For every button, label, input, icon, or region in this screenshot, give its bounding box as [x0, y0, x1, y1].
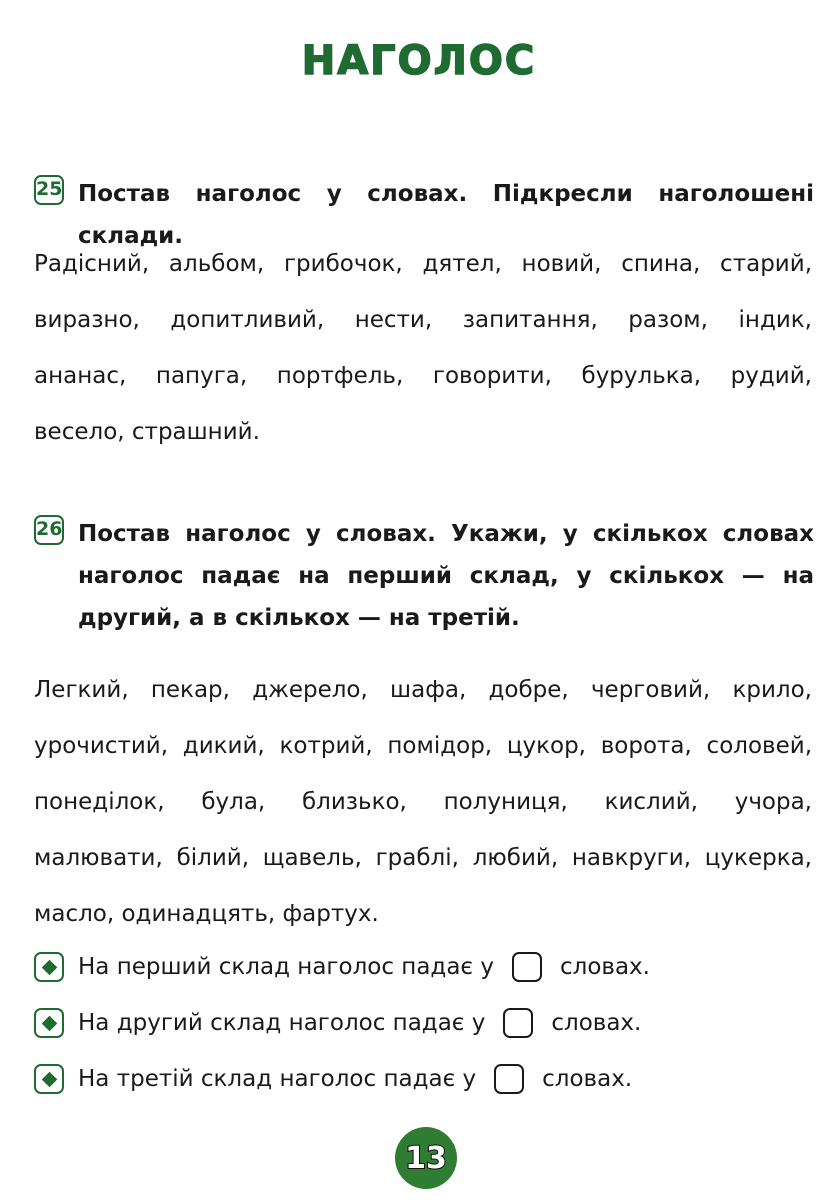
answer-input-box[interactable]: [494, 1064, 524, 1094]
instruction-line: другий, а в скількох — на третій.: [78, 605, 520, 631]
word-line: виразно, допитливий, нести, запитання, разом, індик,: [34, 307, 812, 333]
page-title: НАГОЛОС: [301, 38, 537, 84]
task-26-instruction: [78, 513, 814, 639]
diamond-bullet-icon: [34, 1008, 64, 1038]
word-line: масло, одинадцять, фартух.: [34, 901, 379, 927]
word-line: ананас, папуга, портфель, говорити, бурулька, рудий,: [34, 363, 812, 389]
instruction-line: наголос падає на перший склад, у скількох — на: [78, 563, 814, 589]
answer-prefix: На другий склад наголос падає у: [78, 1010, 486, 1036]
diamond-bullet-icon: [34, 952, 64, 982]
word-line: весело, страшний.: [34, 419, 260, 445]
instruction-line: Постав наголос у словах. Укажи, у скількох словах: [78, 521, 814, 547]
answer-suffix: словах.: [551, 1010, 642, 1036]
word-line: Легкий, пекар, джерело, шафа, добре, черговий, крило,: [34, 677, 812, 703]
word-line: понеділок, була, близько, полуниця, кислий, учора,: [34, 789, 812, 815]
answer-suffix: словах.: [559, 954, 650, 980]
task-number-badge: 25: [34, 175, 64, 205]
answer-prefix: На перший склад наголос падає у: [78, 954, 494, 980]
page-number-badge: 13: [395, 1127, 457, 1189]
word-line: урочистий, дикий, котрий, помідор, цукор, ворота, соловей,: [34, 733, 812, 759]
task-number-badge: 26: [34, 515, 64, 545]
answer-row-first-syllable: [34, 950, 650, 984]
task-25-word-list: [34, 236, 812, 460]
word-line: малювати, білий, щавель, граблі, любий, навкруги, цукерка,: [34, 845, 812, 871]
answer-input-box[interactable]: [503, 1008, 533, 1038]
answer-input-box[interactable]: [512, 952, 542, 982]
answer-row-third-syllable: [34, 1062, 632, 1096]
task-26-header: [34, 513, 814, 639]
word-line: Радісний, альбом, грибочок, дятел, новий, спина, старий,: [34, 251, 812, 277]
task-25-instruction: Постав наголос у словах. Підкресли наголошені склади.: [78, 181, 814, 249]
answer-suffix: словах.: [542, 1066, 633, 1092]
answer-prefix: На третій склад наголос падає у: [78, 1066, 477, 1092]
answer-row-second-syllable: [34, 1006, 641, 1040]
diamond-bullet-icon: [34, 1064, 64, 1094]
task-26-word-list: [34, 662, 812, 942]
